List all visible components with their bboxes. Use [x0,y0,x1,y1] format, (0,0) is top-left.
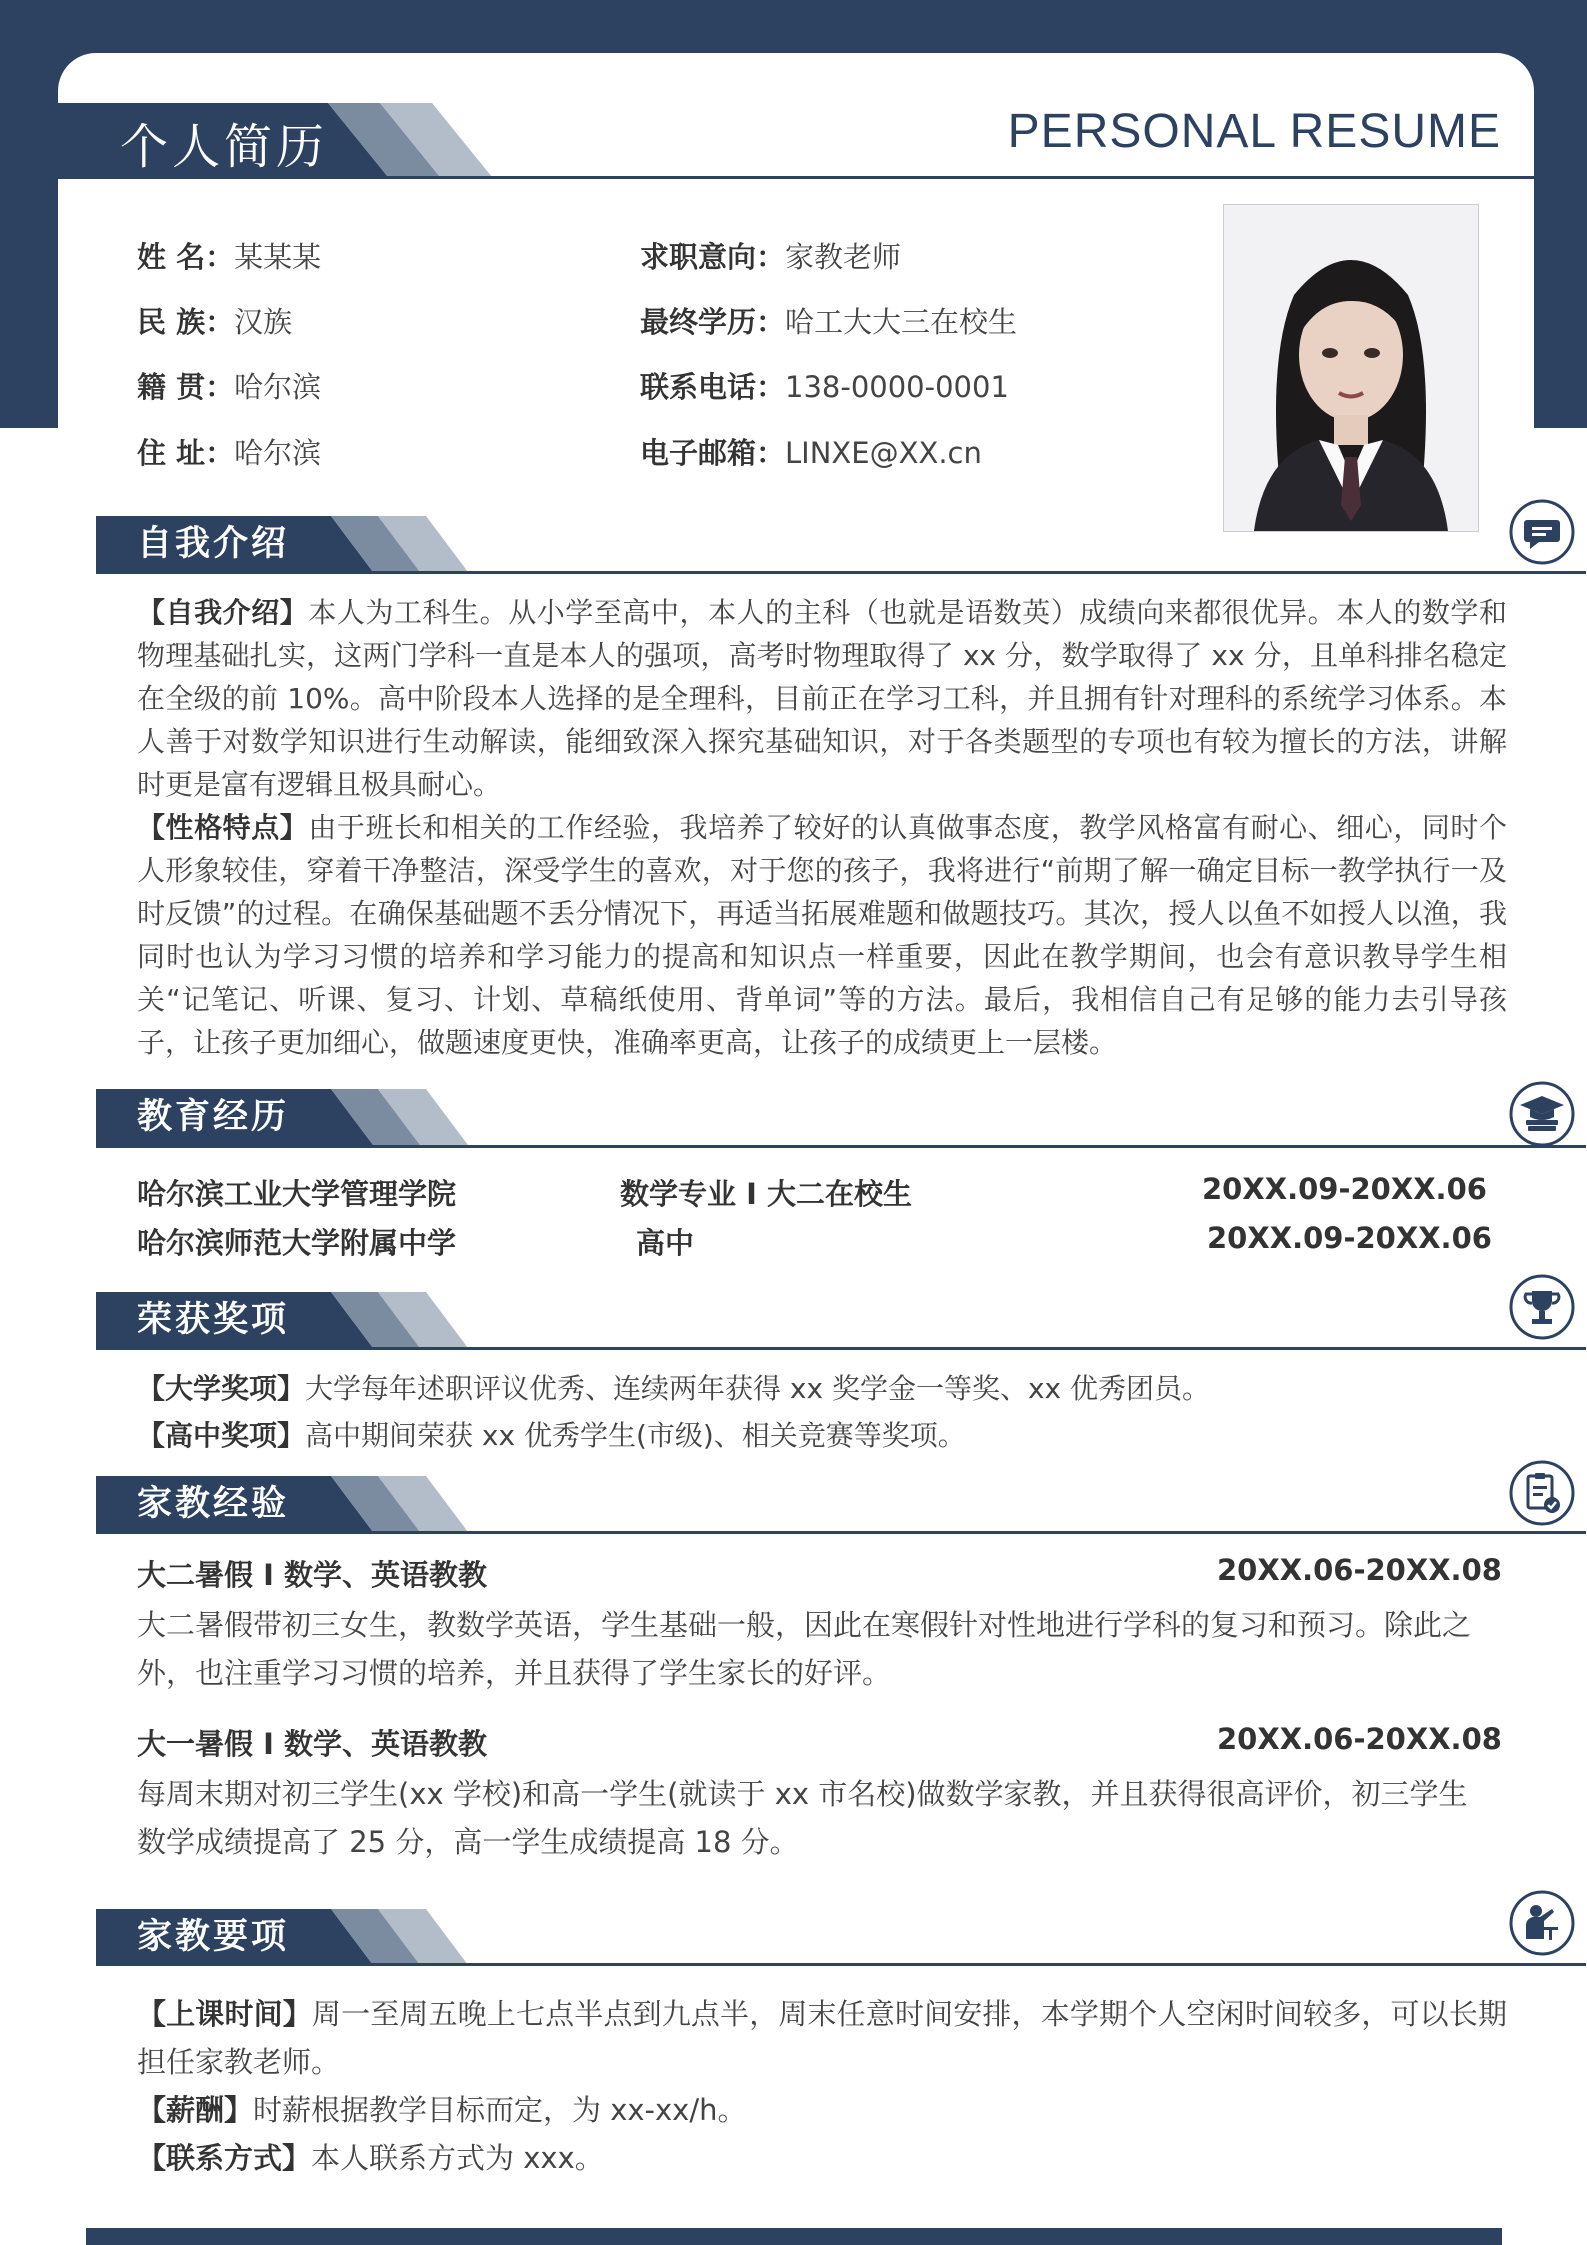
edu-school: 哈尔滨师范大学附属中学 [137,1226,457,1260]
clipboard-check-icon [1508,1459,1576,1527]
notes-salary: 【薪酬】时薪根据教学目标而定，为 xx-xx/h。 [137,2093,747,2127]
section-divider-intro [96,571,1586,574]
award-item: 【大学奖项】大学每年述职评议优秀、连续两年获得 xx 奖学金一等奖、xx 优秀团员。 [137,1372,1211,1405]
section-title-notes: 家教要项 [137,1917,290,1957]
section-divider-education [96,1145,1586,1148]
chat-icon [1508,498,1576,566]
edu-school: 哈尔滨工业大学管理学院 [137,1177,457,1211]
edu-date: 20XX.09-20XX.06 [1202,1172,1487,1206]
info-objective: 求职意向：家教老师 [640,240,902,274]
teacher-icon [1508,1889,1576,1957]
info-email: 电子邮箱：LINXE@XX.cn [640,436,982,470]
info-hometown: 籍 贯：哈尔滨 [137,370,322,404]
tutoring-head: 大二暑假 I 数学、英语教教 [137,1558,487,1592]
intro-text: 【自我介绍】本人为工科生。从小学至高中，本人的主科（也就是语数英）成绩向来都很优异。本人的数学和物理基础扎实，这两门学科一直是本人的强项，高考时物理取得了 xx 分，数学取得了 xx 分，且单科排名稳定在全级的前 10%。高中阶段本人选择的是全理科，目前正在学习工科，并且拥有针对理科的系统学习体系。本人善于对数学知识进行生动解读，能细致深入探究基础知识，对于各类题型的专项也有较为擅长的方法，讲解时更是富有逻辑且极具耐心。 【性格特点】由于班长和相关的工作经验，我培养了较好的认真做事态度，教学风格富有耐心、细心，同时个人形象较佳，穿着干净整洁，深受学生的喜欢，对于您的孩子，我将进行“前期了解一确定目标一教学执行一及时反馈”的过程。在确保基础题不丢分情况下，再适当拓展难题和做题技巧。其次，授人以鱼不如授人以渔，我同时也认为学习习惯的培养和学习能力的提高和知识点一样重要，因此在教学期间，也会有意识教导学生相关“记笔记、听课、复习、计划、草稿纸使用、背单词”等的方法。最后，我相信自己有足够的能力去引导孩子，让孩子更加细心，做题速度更快，准确率更高，让孩子的成绩更上一层楼。 [137,596,1507,1059]
edu-major: 数学专业 I 大二在校生 [620,1177,912,1211]
section-title-awards: 荣获奖项 [137,1300,290,1340]
section-title-intro: 自我介绍 [137,524,290,564]
section-title-tutoring: 家教经验 [137,1484,290,1524]
tutoring-desc: 大二暑假带初三女生，教数学英语，学生基础一般，因此在寒假针对性地进行学科的复习和预习。除此之外，也注重学习习惯的培养，并且获得了学生家长的好评。 [137,1608,1472,1690]
info-address: 住 址：哈尔滨 [137,436,322,470]
section-divider-notes [96,1963,1586,1966]
tutoring-date: 20XX.06-20XX.08 [1217,1722,1502,1756]
profile-photo [1223,204,1479,532]
notes-contact: 【联系方式】本人联系方式为 xxx。 [137,2141,604,2175]
tutoring-desc: 每周末期对初三学生(xx 学校)和高一学生(就读于 xx 市名校)做数学家教，并且获得很高评价，初三学生数学成绩提高了 25 分，高一学生成绩提高 18 分。 [137,1777,1468,1859]
trophy-icon [1508,1273,1576,1341]
notes-time: 【上课时间】周一至周五晚上七点半点到九点半，周末任意时间安排，本学期个人空闲时间较多，可以长期担任家教老师。 [137,1997,1507,2079]
tutoring-head: 大一暑假 I 数学、英语教教 [137,1727,487,1761]
section-divider-awards [96,1347,1586,1350]
tutoring-date: 20XX.06-20XX.08 [1217,1553,1502,1587]
page-title: 个人简历 [120,119,329,175]
info-phone: 联系电话：138-0000-0001 [640,370,1009,404]
edu-major: 高中 [636,1226,695,1260]
info-ethnicity: 民 族：汉族 [137,305,293,339]
info-education: 最终学历：哈工大大三在校生 [640,305,1018,339]
page-title-en: PERSONAL RESUME [1007,105,1501,158]
header-divider [58,176,1534,179]
edu-date: 20XX.09-20XX.06 [1207,1221,1492,1255]
info-name: 姓 名：某某某 [137,240,322,274]
award-item: 【高中奖项】高中期间荣获 xx 优秀学生(市级)、相关竞赛等奖项。 [137,1419,966,1452]
footer-bar [86,2228,1502,2245]
graduation-cap-icon [1508,1080,1576,1148]
section-title-education: 教育经历 [137,1097,290,1137]
section-divider-tutoring [96,1531,1586,1534]
